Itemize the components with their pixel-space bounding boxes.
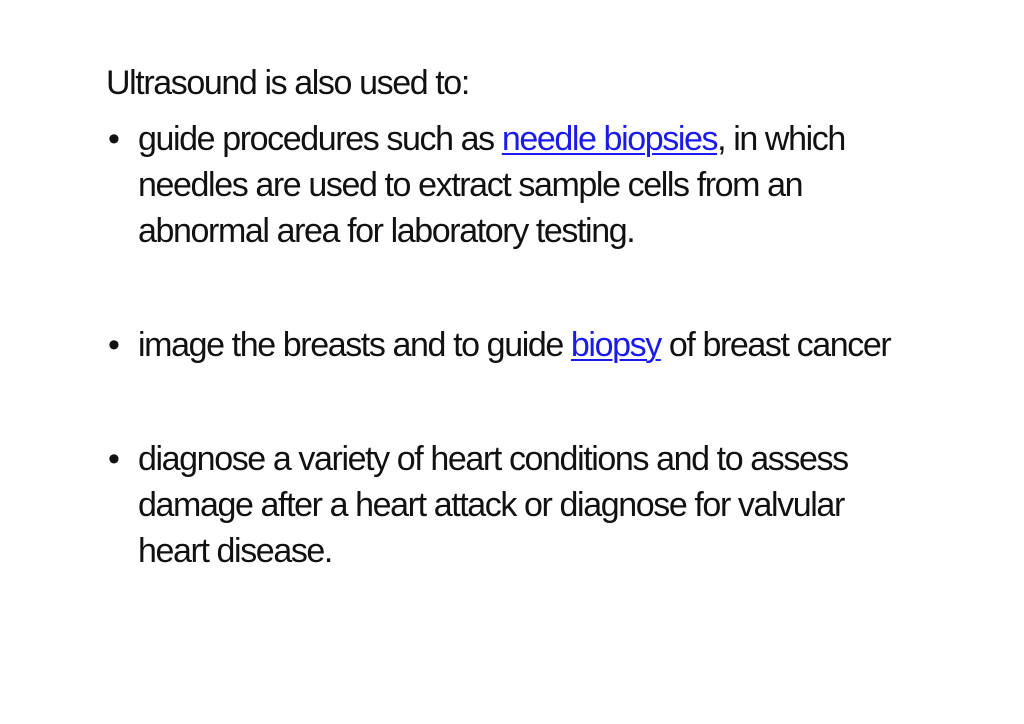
needle-biopsies-link[interactable]: needle biopsies [501, 120, 718, 158]
biopsy-link[interactable]: biopsy [570, 326, 661, 364]
bullet-text: image the breasts and to guide [138, 326, 571, 364]
bullet-text: diagnose a variety of heart conditions and to assess damage after a heart attack or diagnose for valvular heart disease. [138, 440, 848, 570]
bullet-dot-icon: • [108, 326, 119, 364]
bullet-text: guide procedures such as [138, 120, 502, 158]
bullet-dot-icon: • [108, 120, 119, 158]
intro-text: Ultrasound is also used to: [106, 64, 469, 102]
bullet-text: , in which needles are used to extract sample cells from an abnormal area for laboratory testing. [138, 120, 845, 250]
bullet-dot-icon: • [108, 440, 119, 478]
bullet-item-heart-conditions [106, 436, 906, 574]
bullet-item-needle-biopsies [106, 116, 906, 254]
bullet-item-breast-biopsy [106, 322, 906, 368]
bullet-list [106, 116, 906, 574]
bullet-text: of breast cancer [660, 326, 891, 364]
